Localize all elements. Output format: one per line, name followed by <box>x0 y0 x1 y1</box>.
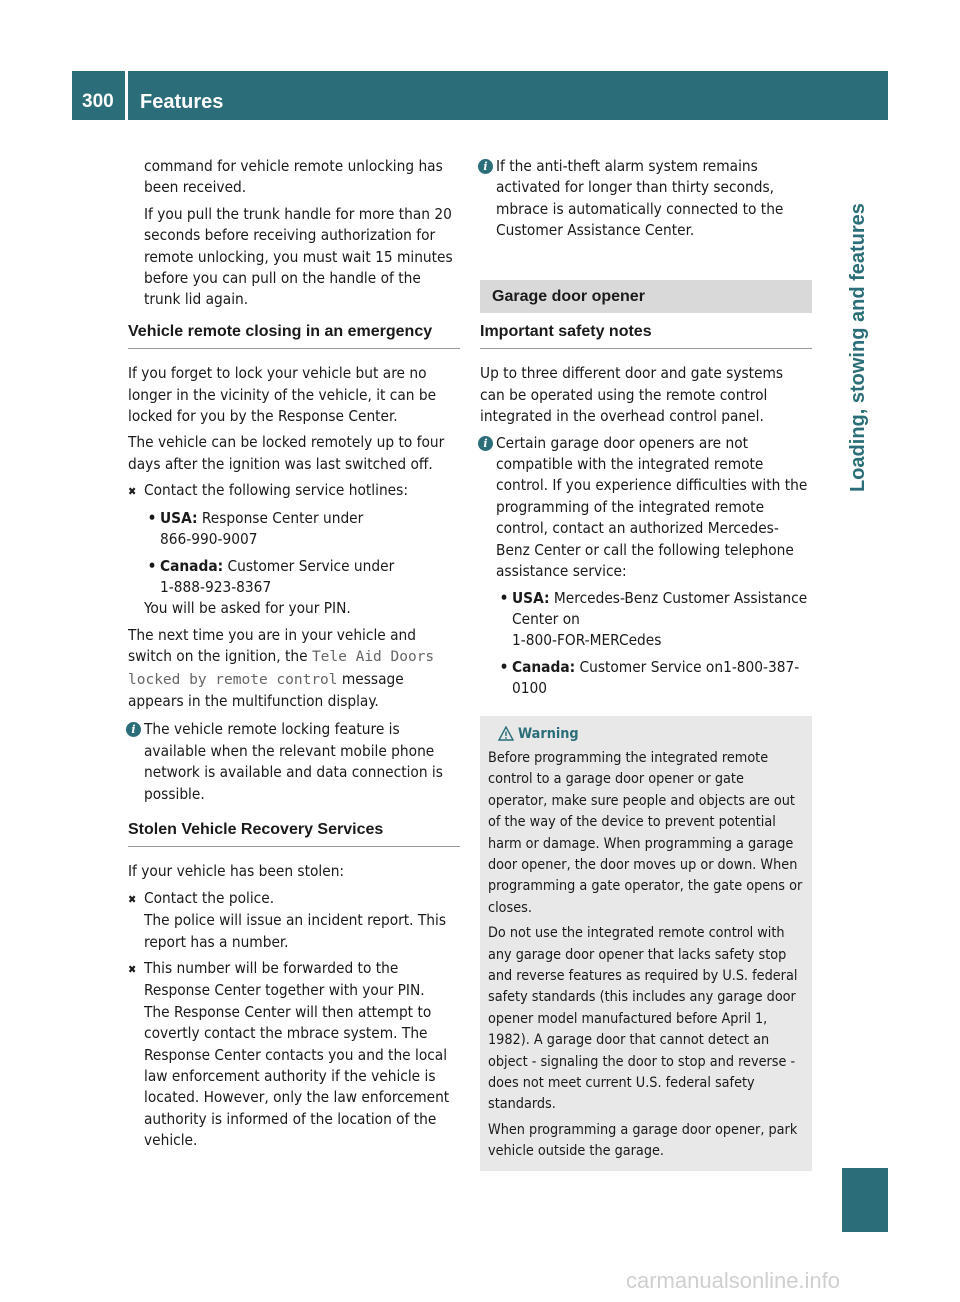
heading-garage-door-opener: Garage door opener <box>480 280 812 313</box>
bullet-item: • Canada: Customer Service on1-800-387-0100 <box>480 657 812 700</box>
paragraph: If you forget to lock your vehicle but are no longer in the vicinity of the vehicle, it can be locked for you by the Response Center. <box>128 364 437 426</box>
paragraph: The Response Center will then attempt to covertly contact the mbrace system. The Response Center contacts you and the local law enforcement authority if the vehicle is located. However, only the law enforcement authority is informed of the location of the vehicle. <box>144 1002 450 1150</box>
step-item: ✖ Contact the police. <box>128 888 460 910</box>
warning-title: Warning <box>488 724 804 745</box>
paragraph: The next time you are in your vehicle and switch on the ignition, the Tele Aid Doors locked by remote control message appears in the multifunction display. <box>128 625 435 710</box>
info-note: i If the anti-theft alarm system remains activated for longer than thirty seconds, mbrace is automatically connected to the Customer Assistance Center. <box>480 156 812 242</box>
right-column <box>480 156 812 1171</box>
bullet-item: • USA: Response Center under <box>128 508 460 529</box>
paragraph: The police will issue an incident report. This report has a number. <box>144 911 447 951</box>
left-column <box>128 156 460 1152</box>
arrow-icon: ✖ <box>128 963 137 976</box>
warning-box <box>480 716 812 1171</box>
info-note: i The vehicle remote locking feature is available when the relevant mobile phone network is available and data connection is possible. <box>128 719 460 805</box>
warning-icon <box>498 726 514 741</box>
header-divider <box>125 71 128 120</box>
paragraph: You will be asked for your PIN. <box>144 599 351 618</box>
bullet-icon: • <box>147 508 157 527</box>
info-icon: i <box>478 159 493 174</box>
info-icon: i <box>478 436 493 451</box>
paragraph: The vehicle can be locked remotely up to four days after the ignition was last switched off. <box>128 433 445 473</box>
phone-number: 866-990-9007 <box>160 530 258 549</box>
paragraph: If your vehicle has been stolen: <box>128 862 345 881</box>
heading-remote-closing: Vehicle remote closing in an emergency <box>128 321 460 349</box>
page-header <box>72 71 888 120</box>
display-message: Tele Aid Doors locked by remote control <box>128 649 435 688</box>
info-note: i Certain garage door openers are not compatible with the integrated remote control. If you experience difficulties with the programming of the integrated remote control, contact an authorized Mercedes-Benz Center or call the following telephone assistance service: <box>480 433 812 583</box>
heading-safety-notes: Important safety notes <box>480 321 812 349</box>
warning-text: Before programming the integrated remote control to a garage door opener or gate operator, make sure people and objects are out of the way of the device to prevent potential harm or damage. When programming a garage door opener, the door moves up or down. When programming a gate operator, the gate opens or closes. <box>488 749 803 916</box>
bullet-item: • Canada: Customer Service under <box>128 556 460 577</box>
phone-number: 1-888-923-8367 <box>160 577 272 596</box>
page-number: 300 <box>82 91 114 112</box>
side-title: Loading, stowing and features <box>847 203 869 492</box>
step-item: ✖ Contact the following service hotlines: <box>128 480 460 502</box>
info-icon: i <box>126 722 141 737</box>
bullet-item: • USA: Mercedes-Benz Customer Assistance Center on <box>480 588 812 631</box>
warning-text: When programming a garage door opener, park vehicle outside the garage. <box>488 1121 798 1160</box>
paragraph: If you pull the trunk handle for more than 20 seconds before receiving authorization for remote unlocking, you must wait 15 minutes before you can pull on the handle of the trunk lid again. <box>144 204 453 309</box>
phone-number: 1-800-FOR-MERCedes <box>512 631 662 650</box>
bullet-icon: • <box>499 588 509 607</box>
section-title: Features <box>140 91 224 113</box>
side-tab-block <box>842 1168 888 1232</box>
heading-stolen-vehicle: Stolen Vehicle Recovery Services <box>128 819 460 847</box>
arrow-icon: ✖ <box>128 892 137 906</box>
paragraph: command for vehicle remote unlocking has been received. <box>144 157 443 197</box>
bullet-icon: • <box>499 657 509 676</box>
arrow-icon: ✖ <box>128 485 137 499</box>
step-item: ✖ This number will be forwarded to the Response Center together with your PIN. <box>128 959 425 1000</box>
paragraph: Up to three different door and gate systems can be operated using the remote control integrated in the overhead control panel. <box>480 364 784 426</box>
watermark: carmanualsonline.info <box>626 1268 841 1293</box>
bullet-icon: • <box>147 556 157 575</box>
warning-text: Do not use the integrated remote control with any garage door opener that lacks safety stop and reverse features as required by U.S. federal safety standards (this includes any garage door opener model manufactured before April 1, 1982). A garage door that cannot detect an object - signaling the door to stop and reverse - does not meet current U.S. federal safety standards. <box>488 925 798 1113</box>
